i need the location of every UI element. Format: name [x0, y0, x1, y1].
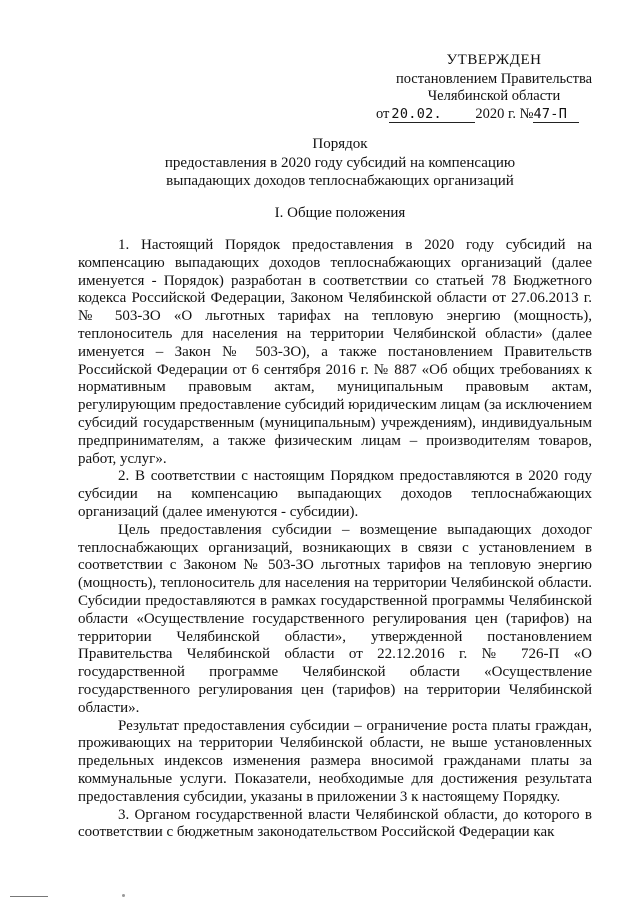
approval-date-value: 20.02.: [389, 107, 475, 123]
approval-stamp: [374, 52, 614, 123]
approval-title: УТВЕРЖДЕН: [446, 52, 542, 68]
approval-region-line: Челябинской области: [427, 88, 561, 104]
scan-edge-mark: [10, 896, 48, 897]
paragraph-5: 3. Органом государственной власти Челябинской области, до которого в соответствии с бюджетным законодательством Российской Федерации как: [78, 806, 592, 841]
approval-year-text: 2020 г. №: [475, 105, 534, 122]
paragraph-4: Результат предоставления субсидии – ограничение роста платы граждан, проживающих на территории Челябинской области, не выше установленных предельных индексов изменения размера вносимой гражданами платы за коммунальные услуги. Показатели, необходимые для достижения результата предоставления субсидии, указаны в приложении 3 к настоящему Порядку.: [78, 717, 592, 805]
document-title: [90, 135, 590, 191]
document-body: [78, 237, 592, 842]
approval-authority-line: постановлением Правительства: [395, 70, 593, 87]
title-line-2: предоставления в 2020 году субсидий на компенсацию: [164, 154, 516, 171]
approval-date-prefix: от: [376, 105, 390, 122]
paragraph-2: 2. В соответствии с настоящим Порядком предоставляются в 2020 году субсидии на компенсацию выпадающих доходов теплоснабжающих организаций (далее именуются - субсидии).: [78, 468, 592, 520]
approval-number-value: 47-П: [533, 107, 579, 123]
paragraph-1: 1. Настоящий Порядок предоставления в 2020 году субсидий на компенсацию выпадающих доходов теплоснабжающих организаций (далее именуется - Порядок) разработан в соответствии со статьей 78 Бюджетного кодекса Российской Федерации, Законом Челябинской области от 27.06.2013 г. № 503-ЗО «О льготных тарифах на тепловую энергию (мощность), теплоноситель для населения на территории Челябинской области» (далее именуется – Закон № 503-ЗО), а также постановлением Правительств Российской Федерации от 6 сентября 2016 г. № 887 «Об общих требованиях к нормативным правовым актам, муниципальным правовым актам, регулирующим предоставление субсидий юридическим лицам (за исключением субсидий государственным (муниципальным) учреждениям), индивидуальным предпринимателям, а также физическим лицам – производителям товаров, работ, услуг».: [78, 237, 592, 467]
title-line-3: выпадающих доходов теплоснабжающих организаций: [166, 173, 514, 189]
approval-date-line: [374, 106, 614, 124]
scan-dot-mark: [122, 894, 125, 897]
title-line-1: Порядок: [312, 136, 368, 152]
paragraph-3: Цель предоставления субсидии – возмещение выпадающих доходог теплоснабжающих организаций, возникающих в связи с установлением в соответствии с Законом № 503-ЗО льготных тарифов на тепловую энергию (мощность), теплоноситель для населения на территории Челябинской области. Субсидии предоставляются в рамках государственной программы Челябинской области «Осуществление государственного регулирования цен (тарифов) на территории Челябинской области», утвержденной постановлением Правительства Челябинской области от 22.12.2016 г. № 726-П «О государственной программе Челябинской области «Осуществление государственного регулирования цен (тарифов) на территории Челябинской области».: [78, 521, 592, 716]
section-heading: I. Общие положения: [274, 205, 406, 221]
